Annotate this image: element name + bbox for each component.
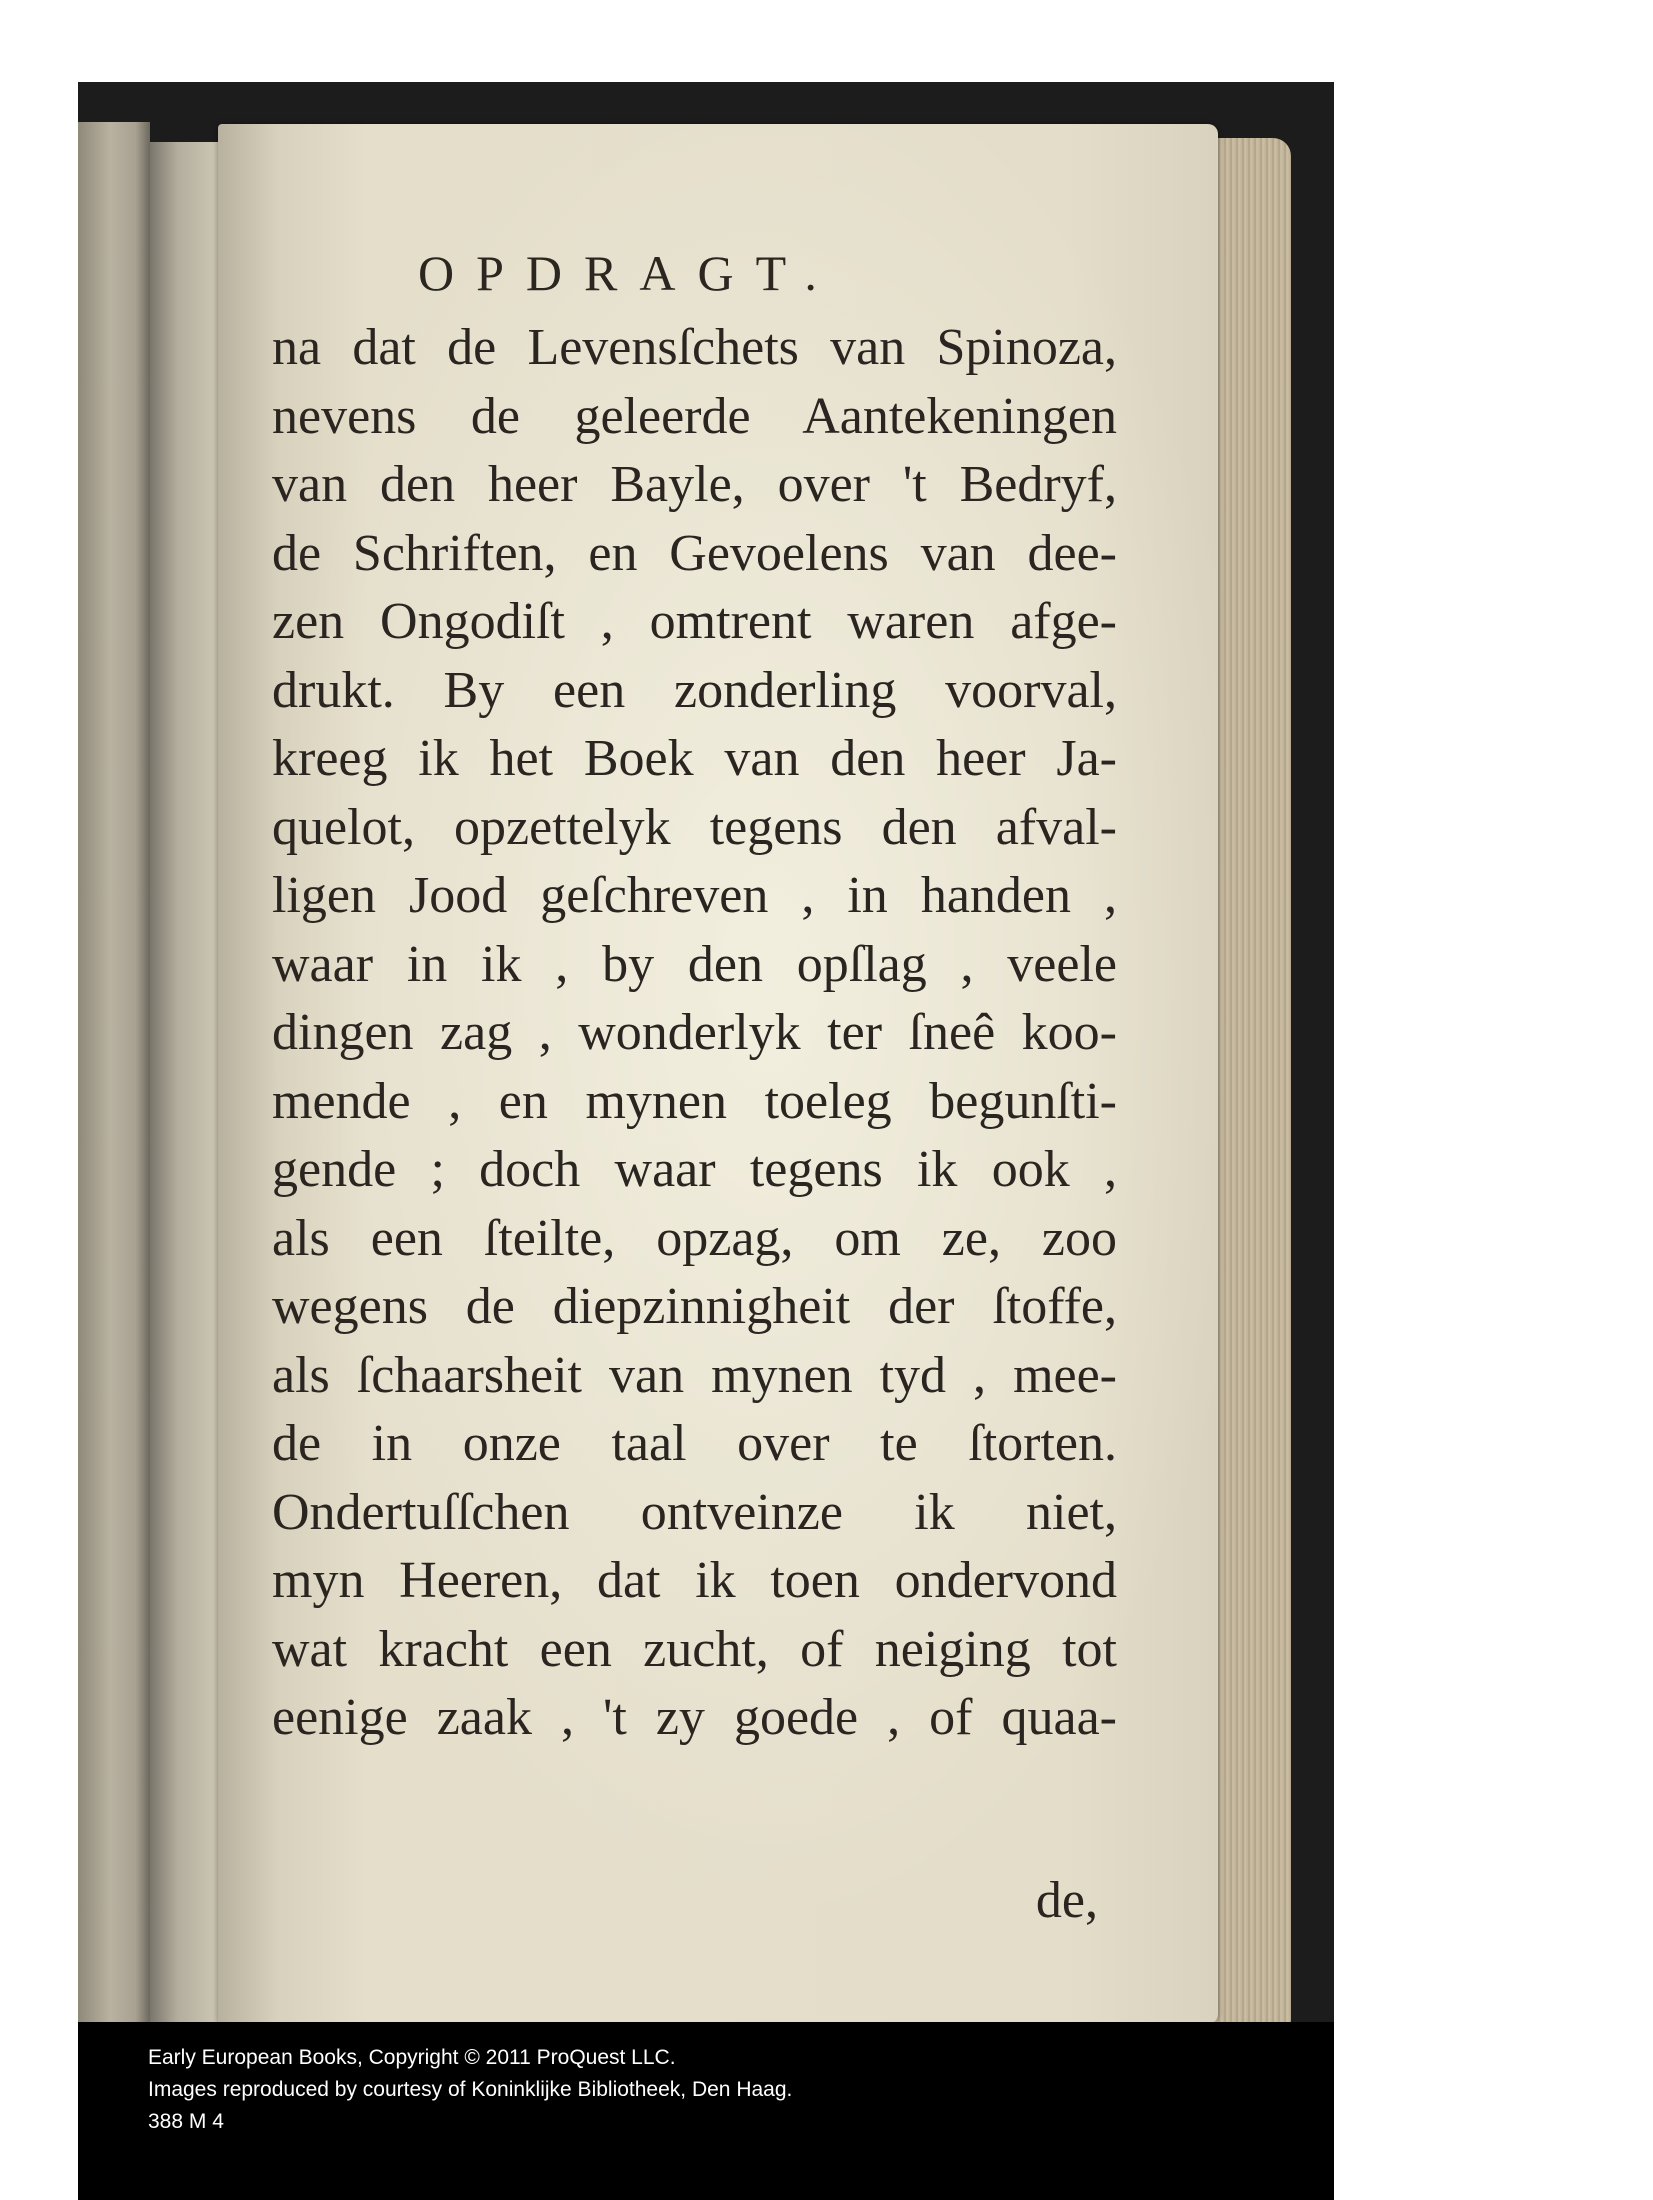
text-line: waar in ik , by den opſlag , veele <box>272 935 1117 993</box>
text-line: kreeg ik het Boek van den heer Ja- <box>272 730 1117 787</box>
text-line: dingen zag , wonderlyk ter ſneê koo- <box>272 1004 1117 1061</box>
text-line: van den heer Bayle, over 't Bedryf, <box>272 456 1117 513</box>
text-line: mende , en mynen toeleg begunſti- <box>272 1072 1117 1130</box>
copyright-line: Early European Books, Copyright © 2011 ProQuest LLC. <box>148 2046 676 2069</box>
text-line: ligen Jood geſchreven , in handen , <box>272 867 1117 924</box>
text-line: de in onze taal over te ſtorten. <box>272 1415 1117 1472</box>
text-line: wegens de diepzinnigheit der ſtoffe, <box>272 1278 1117 1335</box>
scan-backdrop <box>78 82 1334 2066</box>
text-line: drukt. By een zonderling voorval, <box>272 661 1117 719</box>
text-line: zen Ongodiſt , omtrent waren afge- <box>272 593 1117 650</box>
text-line: gende ; doch waar tegens ik ook , <box>272 1141 1117 1198</box>
facing-page-edge <box>78 122 150 2066</box>
book-page <box>218 124 1218 2024</box>
text-line: Ondertuſſchen ontveinze ik niet, <box>272 1483 1117 1541</box>
text-line: eenige zaak , 't zy goede , of quaa- <box>272 1689 1117 1746</box>
shelfmark-line: 388 M 4 <box>148 2110 224 2133</box>
text-line: myn Heeren, dat ik toen ondervond <box>272 1552 1117 1609</box>
credit-footer <box>78 2022 1334 2200</box>
running-head: OPDRAGT. <box>418 245 839 301</box>
text-line: de Schriften, en Gevoelens van dee- <box>272 524 1117 582</box>
text-line: quelot, opzettelyk tegens den afval- <box>272 798 1117 856</box>
text-line: als een ſteilte, opzag, om ze, zoo <box>272 1209 1117 1267</box>
courtesy-line: Images reproduced by courtesy of Koninklijke Bibliotheek, Den Haag. <box>148 2078 793 2101</box>
body-text <box>272 314 1117 1753</box>
text-line: wat kracht een zucht, of neiging tot <box>272 1620 1117 1678</box>
text-line: als ſchaarsheit van mynen tyd , mee- <box>272 1346 1117 1404</box>
text-line: na dat de Levensſchets van Spinoza, <box>272 319 1117 376</box>
text-line: nevens de geleerde Aantekeningen <box>272 387 1117 445</box>
catchword: de, <box>1035 1872 1098 1929</box>
